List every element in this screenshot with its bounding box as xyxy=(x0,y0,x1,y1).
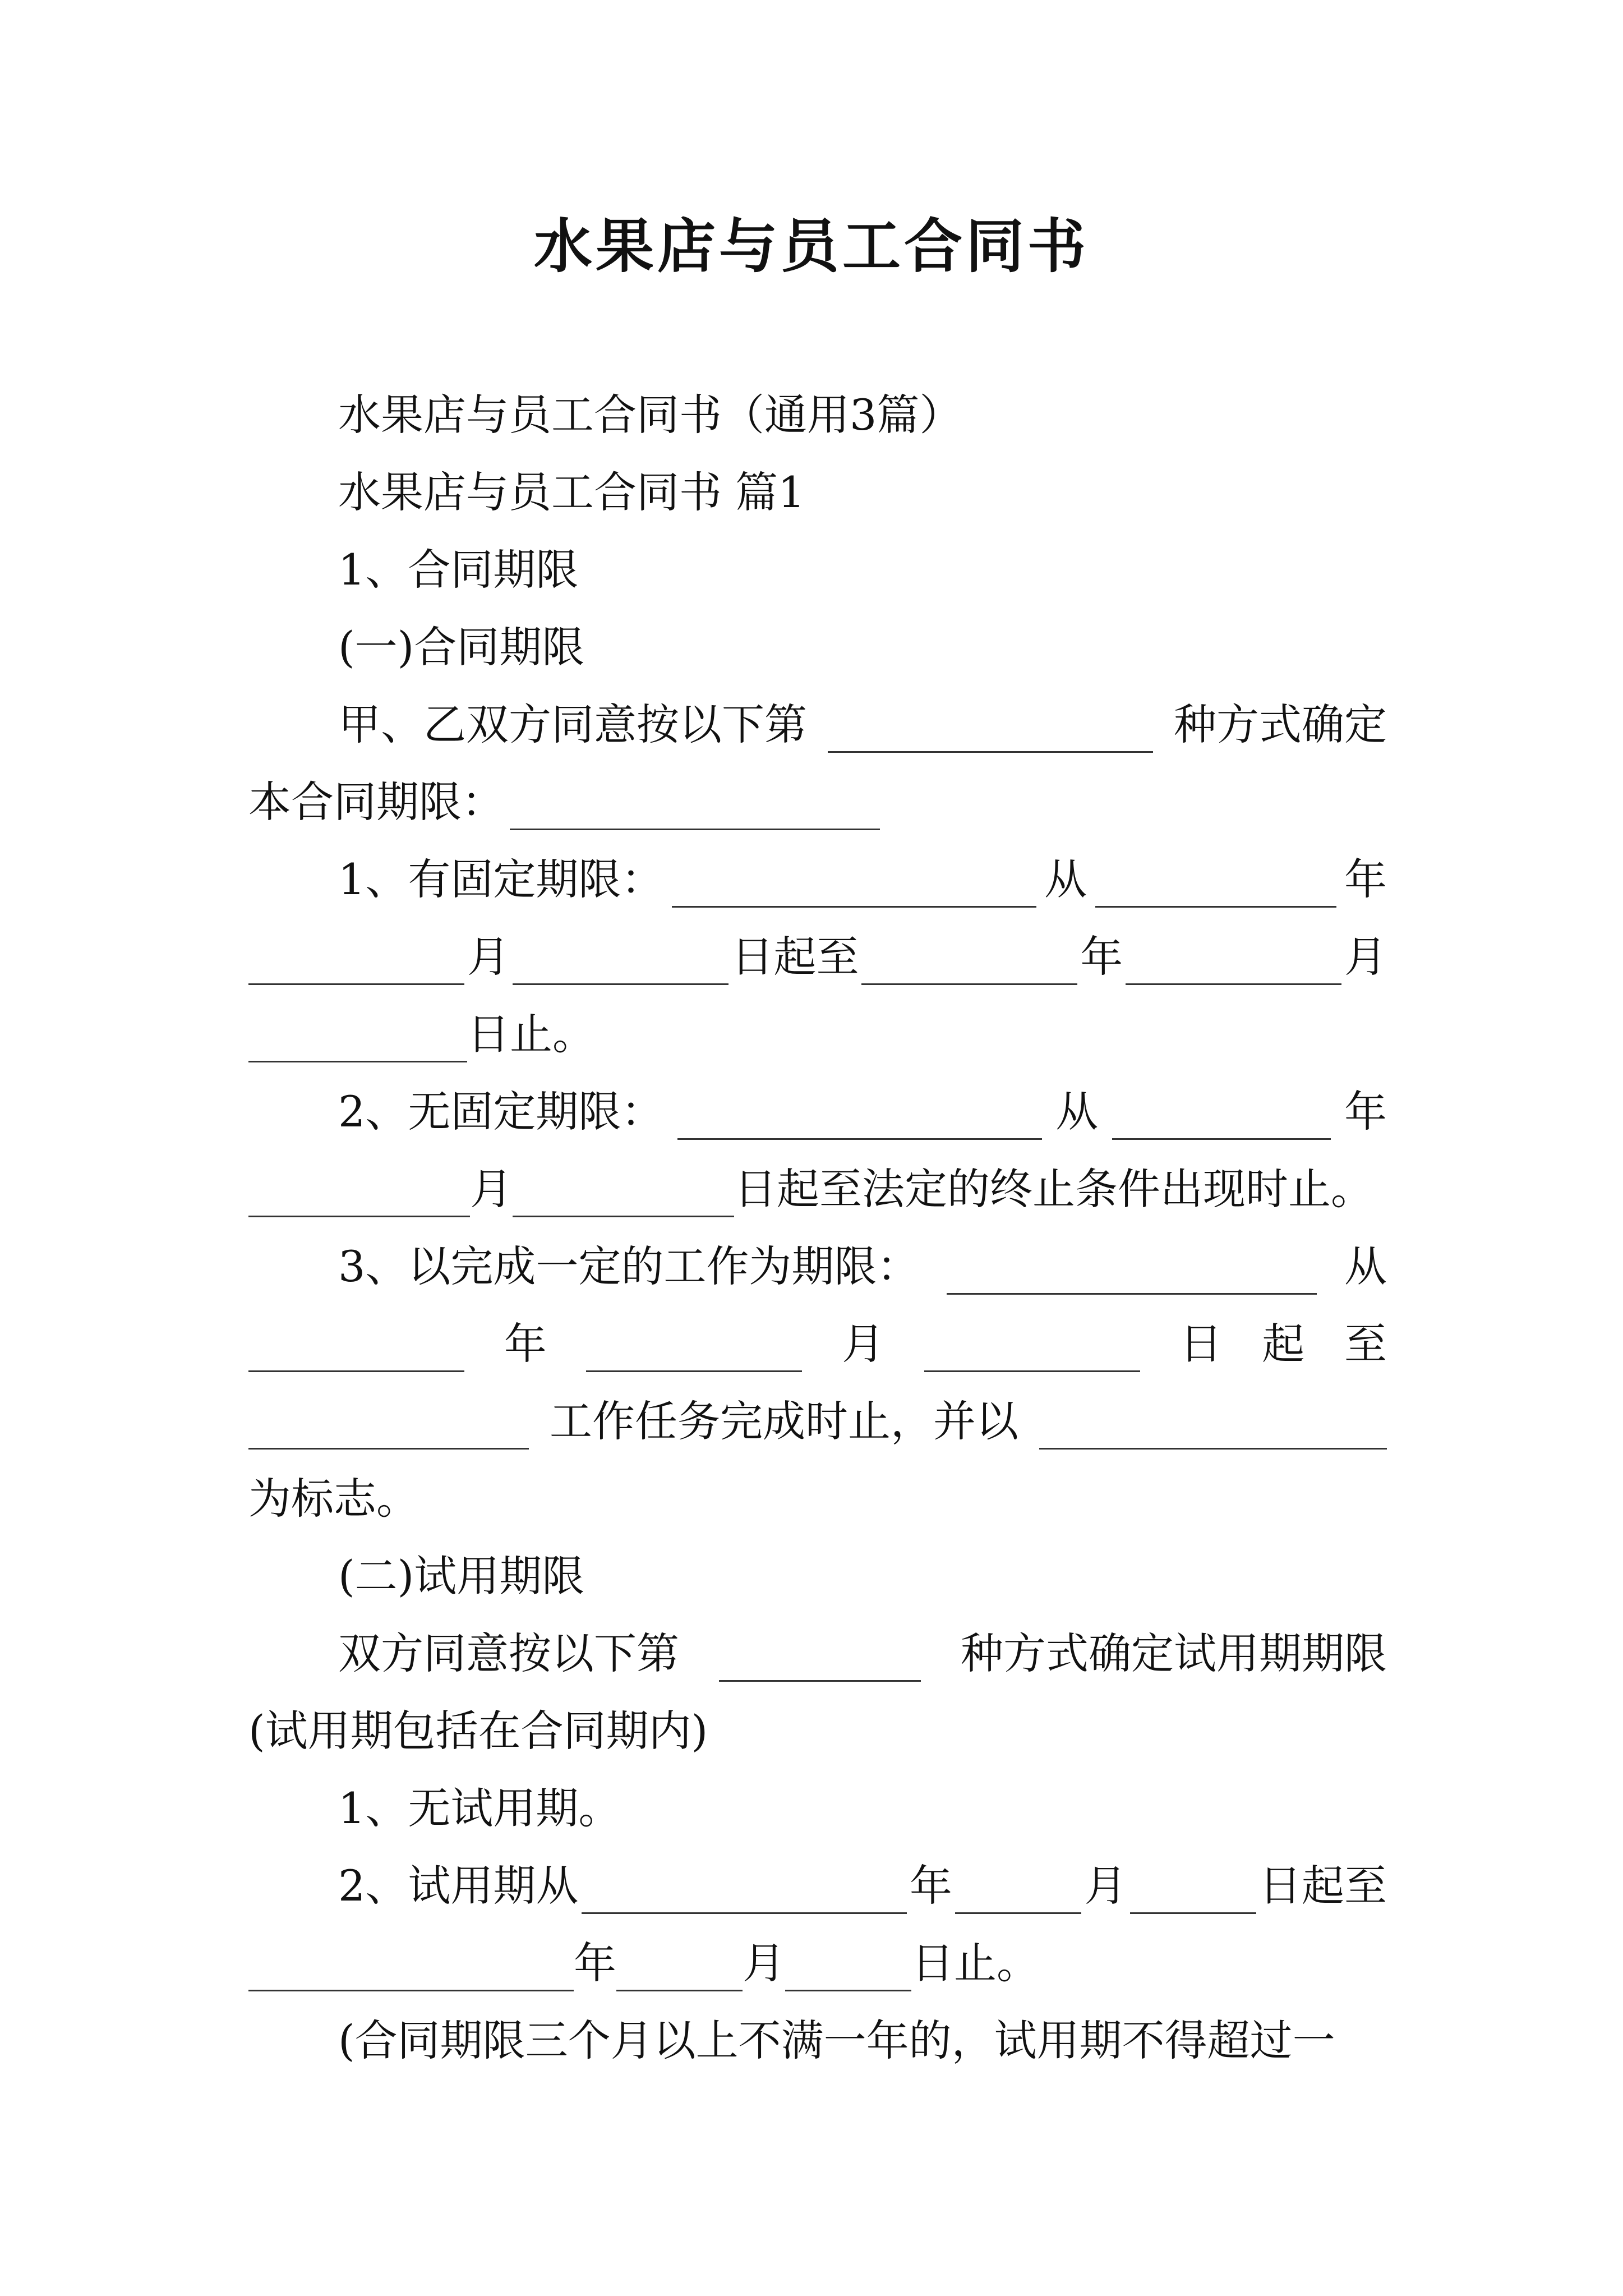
probation-note-line: (试用期包括在合同期内) xyxy=(248,1706,708,1756)
open-term-line-1 xyxy=(248,1084,1387,1140)
probation-year-label: 年 xyxy=(909,1861,952,1911)
probation-option-2-line-2 xyxy=(248,1935,1387,1991)
fixed-term-end-year-label: 年 xyxy=(1080,932,1123,982)
task-term-year-label: 年 xyxy=(504,1319,547,1369)
task-term-day-blank[interactable] xyxy=(924,1330,1140,1372)
task-term-from: 从 xyxy=(1344,1241,1387,1291)
task-term-line-2 xyxy=(248,1316,1387,1372)
task-term-zhi-label: 至 xyxy=(1344,1319,1387,1369)
open-term-start-year-blank[interactable] xyxy=(1112,1098,1331,1140)
task-term-month-label: 月 xyxy=(842,1319,885,1369)
term-choice-blank[interactable] xyxy=(828,711,1153,753)
probation-end-month-label: 月 xyxy=(743,1938,785,1988)
probation-start-year-blank[interactable] xyxy=(582,1872,907,1914)
subtitle-line: 水果店与员工合同书（通用3篇） xyxy=(338,390,962,440)
probation-choice-line xyxy=(248,1626,1387,1682)
task-term-month-blank[interactable] xyxy=(586,1330,802,1372)
document-title: 水果店与员工合同书 xyxy=(533,211,1089,280)
probation-limit-note: (合同期限三个月以上不满一年的，试用期不得超过一 xyxy=(338,2016,1335,2065)
probation-end-year-blank[interactable] xyxy=(248,1949,574,1991)
open-term-start-month-blank[interactable] xyxy=(248,1175,470,1217)
task-term-line-4: 为标志。 xyxy=(248,1474,419,1524)
task-term-line-3 xyxy=(248,1393,1387,1450)
task-term-qi-label: 起 xyxy=(1262,1319,1305,1369)
term-choice-line xyxy=(248,697,1387,753)
fixed-term-end-day-blank[interactable] xyxy=(248,1020,467,1062)
fixed-term-start-month-blank[interactable] xyxy=(248,943,464,985)
fixed-term-end-day-label: 日止。 xyxy=(467,1009,595,1059)
probation-option-2-line-1 xyxy=(248,1858,1387,1914)
fixed-term-from: 从 xyxy=(1044,854,1087,904)
fixed-term-month-label: 月 xyxy=(467,932,510,982)
section-heading: 水果店与员工合同书 篇1 xyxy=(338,467,805,517)
task-term-blank[interactable] xyxy=(947,1253,1317,1295)
contract-term-line xyxy=(248,774,1387,830)
clause-1-1-heading: (一)合同期限 xyxy=(338,622,585,672)
task-term-line-1 xyxy=(248,1239,1387,1295)
probation-choice-blank[interactable] xyxy=(719,1640,921,1682)
open-term-year-label: 年 xyxy=(1344,1087,1387,1137)
clause-1-2-heading: (二)试用期限 xyxy=(338,1551,585,1601)
term-choice-text-b: 种方式确定 xyxy=(1174,700,1387,749)
fixed-term-day-from: 日起至 xyxy=(731,932,859,982)
open-term-label: 2、无固定期限： xyxy=(338,1087,664,1137)
task-term-label: 3、以完成一定的工作为期限： xyxy=(338,1241,920,1291)
open-term-end-text: 日起至法定的终止条件出现时止。 xyxy=(734,1164,1373,1214)
probation-choice-text-b: 种方式确定试用期期限 xyxy=(961,1628,1387,1678)
probation-end-year-label: 年 xyxy=(574,1938,616,1988)
open-term-blank[interactable] xyxy=(677,1098,1042,1140)
probation-end-day-blank[interactable] xyxy=(785,1949,911,1991)
fixed-term-end-year-blank[interactable] xyxy=(861,943,1077,985)
fixed-term-label: 1、有固定期限： xyxy=(338,854,664,904)
task-term-year-blank[interactable] xyxy=(248,1330,464,1372)
fixed-term-end-month-blank[interactable] xyxy=(1126,943,1341,985)
probation-month-label: 月 xyxy=(1084,1861,1127,1911)
fixed-term-blank[interactable] xyxy=(672,866,1036,908)
open-term-start-day-blank[interactable] xyxy=(513,1175,734,1217)
probation-option-1: 1、无试用期。 xyxy=(338,1783,621,1833)
probation-day-from-label: 日起至 xyxy=(1258,1861,1387,1911)
fixed-term-end-month-label: 月 xyxy=(1344,932,1387,982)
fixed-term-line-1 xyxy=(248,852,1387,908)
probation-start-month-blank[interactable] xyxy=(955,1872,1081,1914)
contract-term-label: 本合同期限： xyxy=(248,777,504,827)
probation-choice-text-a: 双方同意按以下第 xyxy=(338,1628,679,1678)
open-term-month-label: 月 xyxy=(470,1164,513,1214)
clause-1-heading: 1、合同期限 xyxy=(338,545,579,595)
probation-start-day-blank[interactable] xyxy=(1130,1872,1256,1914)
probation-end-month-blank[interactable] xyxy=(616,1949,743,1991)
fixed-term-start-year-blank[interactable] xyxy=(1095,866,1336,908)
open-term-line-2 xyxy=(248,1161,1387,1217)
task-term-marker-blank[interactable] xyxy=(1039,1407,1387,1450)
fixed-term-line-3 xyxy=(248,1006,1387,1062)
probation-from-label: 2、试用期从 xyxy=(338,1861,579,1911)
task-term-day-label: 日 xyxy=(1179,1319,1223,1369)
task-term-task-blank[interactable] xyxy=(248,1407,529,1450)
task-term-complete-text: 工作任务完成时止，并以 xyxy=(550,1396,1018,1446)
fixed-term-start-day-blank[interactable] xyxy=(513,943,728,985)
fixed-term-year-label: 年 xyxy=(1344,854,1387,904)
contract-term-blank[interactable] xyxy=(510,788,880,830)
probation-end-day-label: 日止。 xyxy=(911,1938,1039,1988)
term-choice-text-a: 甲、乙双方同意按以下第 xyxy=(338,700,807,749)
fixed-term-line-2 xyxy=(248,929,1387,985)
open-term-from: 从 xyxy=(1055,1087,1099,1137)
